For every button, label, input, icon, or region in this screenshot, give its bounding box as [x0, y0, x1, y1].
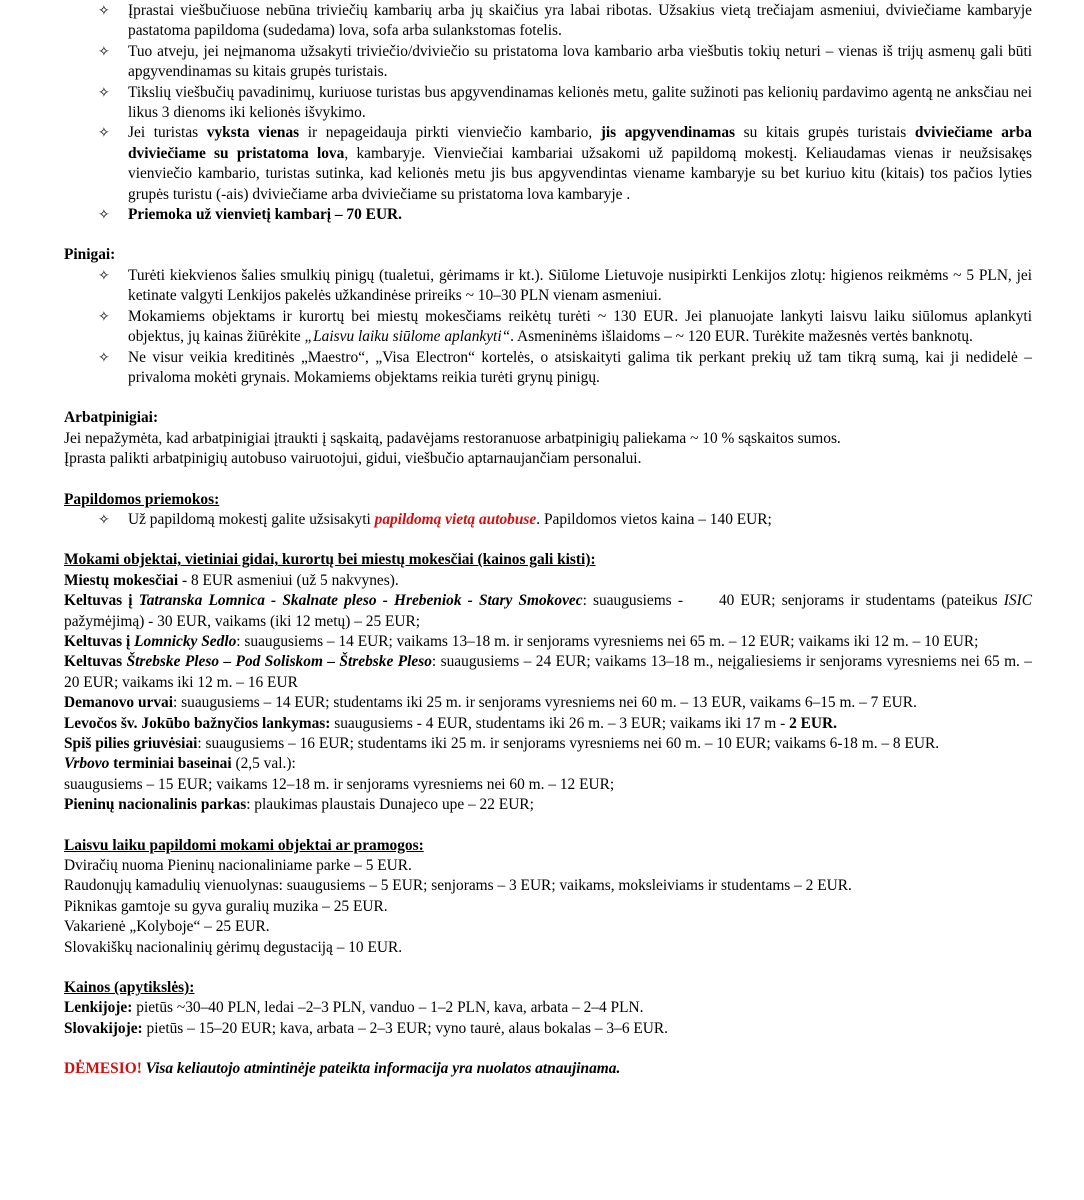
document-page	[64, 0, 1032, 1080]
prices-slovakia-line: Slovakijoje: pietūs – 15–20 EUR; kava, arbata – 2–3 EUR; vyno taurė, alaus bokalas – 3–6 EUR.	[64, 1019, 668, 1037]
bullet-star-icon: ✧	[98, 3, 110, 19]
leisure-item: Vakarienė „Kolyboje“ – 25 EUR.	[64, 918, 270, 936]
money-bullet-1: ✧ Turėti kiekvienos šalies smulkių pinigų (tualetui, gėrimams ir kt.). Siūlome Lietuvoje nusipirkti Lenkijos zlotų: higienos reikmėms ~ 5 PLN, jei ketinate valgyti Lenkijos pakelės užkandinėse prireiks ~ 10–30 PLN vienam asmeniui.	[98, 266, 1032, 305]
rooms-bullet-1: ✧ Įprastai viešbučiuose nebūna triviečių kambarių arba jų skaičius yra labai ribotas. Užsakius vietą trečiajam asmeniui, dviviečiame kambaryje pastatoma papildoma (sudedama) lova, sofa arba sulankstomas fotelis.	[98, 2, 1032, 40]
leisure-item: Raudonųjų kamadulių vienuolynas: suaugusiems – 5 EUR; senjorams – 3 EUR; vaikams, moksleiviams ir studentams – 2 EUR.	[64, 877, 852, 895]
rooms-bullet-5: ✧ Priemoka už vienvietį kambarį – 70 EUR.	[64, 205, 1032, 225]
bullet-star-icon: ✧	[98, 511, 110, 528]
pools-line: Vrbovo terminiai baseinai (2,5 val.):	[64, 755, 296, 773]
leisure-item: Piknikas gamtoje su gyva guralių muzika – 25 EUR.	[64, 897, 388, 915]
church-line: Levočos šv. Jokūbo bažnyčios lankymas: suaugusiems - 4 EUR, studentams iki 26 m. – 3 EUR; vaikams iki 17 m - 2 EUR.	[64, 714, 837, 732]
bullet-star-icon: ✧	[98, 207, 110, 224]
money-bullet-3: ✧ Ne visur veikia kreditinės „Maestro“, „Visa Electron“ kortelės, o atsiskaityti galima tik perkant prekių už tam tikrą sumą, kai ji nedidelė – privaloma mokėti grynais. Mokamiems objektams reikia turėti grynų pinigų.	[98, 348, 1032, 386]
money-heading: Pinigai:	[64, 246, 116, 264]
notice-line: DĖMESIO! Visa keliautojo atmintinėje pateikta informacija yra nuolatos atnaujinama.	[64, 1060, 621, 1078]
lift-3-line: Keltuvas Štrebske Pleso – Pod Soliskom – Štrebske Pleso: suaugusiems – 24 EUR; vaikams 13–18 m., neįgaliesiems ir senjorams vyresniems nei 65 m. – 20 EUR; vaikams iki 12 m. – 16 EUR	[64, 653, 1032, 691]
leisure-heading: Laisvu laiku papildomi mokami objektai ar pramogos:	[64, 836, 424, 854]
bullet-star-icon: ✧	[98, 267, 110, 284]
tips-heading: Arbatpinigiai:	[64, 409, 159, 427]
pools-prices-line: suaugusiems – 15 EUR; vaikams 12–18 m. ir senjorams vyresniems nei 60 m. – 12 EUR;	[64, 775, 615, 793]
extra-bullet: ✧ Už papildomą mokestį galite užsisakyti papildomą vietą autobuse. Papildomos vietos kaina – 140 EUR;	[64, 510, 1032, 530]
prices-poland-line: Lenkijoje: pietūs ~30–40 PLN, ledai –2–3 PLN, vanduo – 1–2 PLN, kava, arbata – 2–4 PLN.	[64, 999, 644, 1017]
money-bullet-2: ✧ Mokamiems objektams ir kurortų bei miestų mokesčiams reikėtų turėti ~ 130 EUR. Jei planuojate lankyti laisvu laiku siūlomus aplankyti objektus, jų kainas žiūrėkite „Laisvu laiku siūlome aplankyti“. Asmeninėms išlaidoms – ~ 120 EUR. Turėkite mažesnės vertės banknotų.	[98, 307, 1032, 346]
bullet-star-icon: ✧	[98, 43, 110, 60]
leisure-item: Dviračių nuoma Pieninų nacionaliniame parke – 5 EUR.	[64, 857, 412, 875]
caves-line: Demanovo urvai: suaugusiems – 14 EUR; studentams iki 25 m. ir senjorams vyresniems nei 60 m. – 13 EUR, vaikams 6–15 m. – 7 EUR.	[64, 694, 917, 712]
rooms-bullet-4: ✧ Jei turistas vyksta vienas ir nepageidauja pirkti vienviečio kambario, jis apgyvendinamas su kitais grupės turistais dviviečiame arba dviviečiame su pristatoma lova, kambaryje. Vienviečiai kambariai užsakomi už papildomą mokestį. Keliaudamas vienas ir neužsisakęs vienviečio kambario, turistas sutinka, kad kelionės metu jis bus apgyvendintas viename kambaryje su bet kuriuo kitu (kitais) tos pačios lyties grupės turistu (-ais) dviviečiame arba dviviečiame su pristatoma lova kambaryje .	[98, 124, 1032, 203]
tips-line-2: Įprasta palikti arbatpinigių autobuso vairuotojui, gidui, viešbučio aptarnaujančiam personalui.	[64, 450, 642, 468]
bullet-star-icon: ✧	[98, 308, 110, 325]
city-tax-line: Miestų mokesčiai - 8 EUR asmeniui (už 5 nakvynes).	[64, 571, 399, 589]
bullet-star-icon: ✧	[98, 125, 110, 142]
leisure-item: Slovakiškų nacionalinių gėrimų degustaciją – 10 EUR.	[64, 938, 403, 956]
rooms-bullet-2: ✧ Tuo atveju, jei neįmanoma užsakyti triviečio/dviviečio su pristatoma lova kambario arba viešbutis tokių neturi – vienas iš trijų asmenų gali būti apgyvendinamas su kitais grupės turistais.	[98, 42, 1032, 81]
tips-line-1: Jei nepažymėta, kad arbatpinigiai įtraukti į sąskaitą, padavėjams restoranuose arbatpinigių paliekama ~ 10 % sąskaitos sumos.	[64, 429, 841, 447]
paid-heading: Mokami objektai, vietiniai gidai, kurortų bei miestų mokesčiai (kainos gali kisti):	[64, 551, 596, 569]
extra-seat-link[interactable]: papildomą vietą autobuse	[374, 510, 537, 528]
rooms-bullet-3: ✧ Tikslių viešbučių pavadinimų, kuriuose turistas bus apgyvendinamas kelionės metu, galite sužinoti pas kelionių pardavimo agentą ne anksčiau nei likus 3 dienoms iki kelionės išvykimo.	[98, 83, 1032, 122]
extra-heading: Papildomos priemokos:	[64, 490, 220, 508]
notice-label: DĖMESIO!	[64, 1060, 142, 1078]
prices-heading: Kainos (apytikslės):	[64, 979, 195, 997]
lift-2-line: Keltuvas į Lomnicky Sedlo: suaugusiems – 14 EUR; vaikams 13–18 m. ir senjorams vyresniems nei 65 m. – 12 EUR; vaikams iki 12 m. – 10 EUR;	[64, 632, 979, 650]
park-line: Pieninų nacionalinis parkas: plaukimas plaustais Dunajeco upe – 22 EUR;	[64, 796, 534, 814]
bullet-star-icon: ✧	[98, 84, 110, 101]
bullet-star-icon: ✧	[98, 349, 110, 366]
lift-1-line: Keltuvas į Tatranska Lomnica - Skalnate pleso - Hrebeniok - Stary Smokovec: suaugusiems - 40 EUR; senjorams ir studentams (pateikus ISIC pažymėjimą) - 30 EUR, vaikams (iki 12 metų) – 25 EUR;	[64, 592, 1032, 630]
castle-line: Spiš pilies griuvėsiai: suaugusiems – 16 EUR; studentams iki 25 m. ir senjorams vyresniems nei 60 m. – 10 EUR; vaikams 6-18 m. – 8 EUR.	[64, 735, 940, 752]
